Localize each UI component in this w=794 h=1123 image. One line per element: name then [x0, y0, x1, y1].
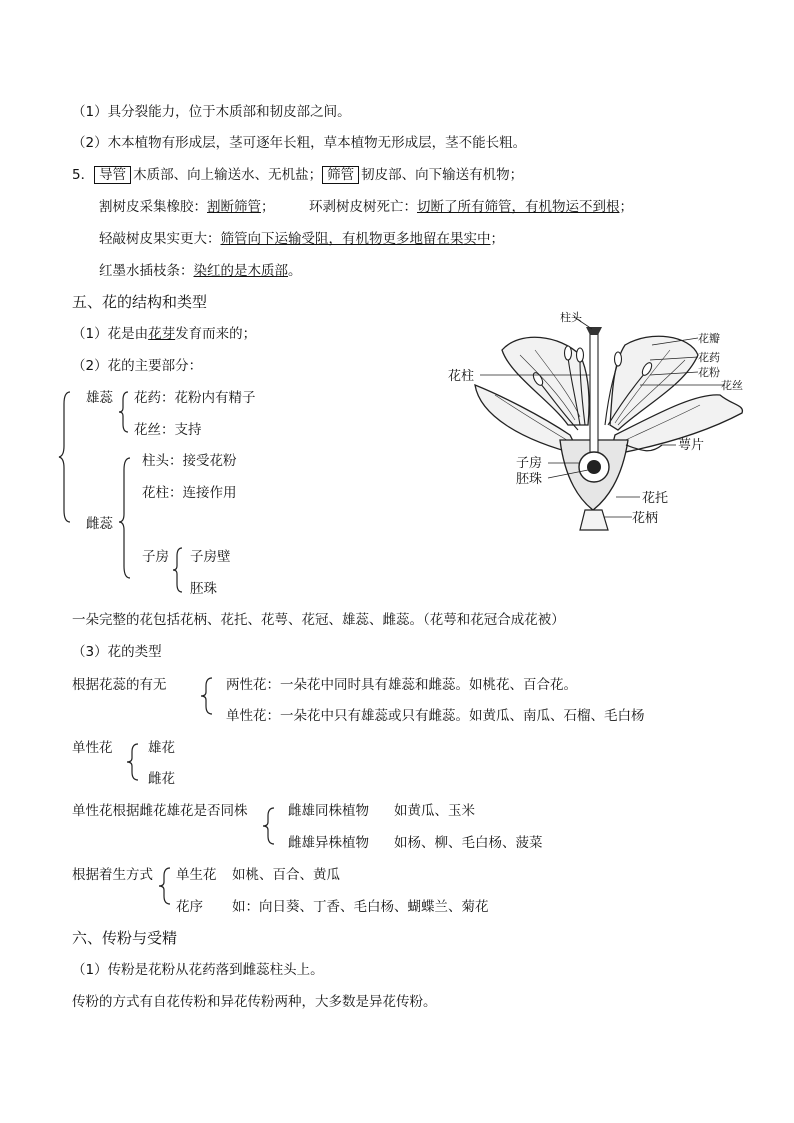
style-illustration	[590, 330, 598, 470]
anther-text: 花药：花粉内有精子	[134, 390, 256, 406]
diagram-label-stigma: 柱头	[560, 311, 582, 324]
diagram-label-ovary: 子房	[516, 456, 543, 471]
example-answer: 筛管向下运输受阻，有机物更多地留在果实中	[220, 231, 491, 247]
origin-text-end: 发育而来的；	[175, 326, 257, 342]
by-stamen-label: 根据花蕊的有无	[72, 677, 167, 693]
item-number: 5．	[72, 167, 95, 183]
example-label: 割树皮采集橡胶：	[99, 199, 207, 215]
example-answer: 染红的是木质部	[193, 263, 288, 279]
ovule-illustration	[587, 460, 601, 474]
flower-types-label: （3）花的类型	[72, 644, 162, 660]
ovule-text: 胚珠	[190, 581, 217, 597]
sieve-tube-box: 筛管	[322, 166, 359, 184]
stigma-text: 柱头：接受花粉	[142, 453, 237, 469]
solitary-example: 如桃、百合、黄瓜	[232, 867, 340, 883]
example-answer: 切断了所有筛管，有机物运不到根	[417, 199, 620, 215]
complete-flower: 一朵完整的花包括花柄、花托、花萼、花冠、雄蕊、雌蕊。（花萼和花冠合成花被）	[72, 612, 565, 628]
female-flower-text: 雌花	[148, 771, 175, 787]
example-tapping	[99, 230, 504, 248]
sieve-tube-desc: 韧皮部、向下输送有机物；	[361, 167, 524, 183]
diagram-label-ovule: 胚珠	[516, 472, 543, 487]
example-punct: ；	[619, 199, 633, 215]
origin-answer: 花芽	[148, 326, 176, 342]
by-stamen-brace	[200, 676, 214, 716]
by-plant-label: 单性花根据雌花雄花是否同株	[72, 803, 248, 819]
example-label: 轻敲树皮果实更大：	[99, 231, 221, 247]
unisex-label: 单性花	[72, 740, 113, 756]
inflorescence-text: 花序	[176, 899, 203, 915]
bisexual-text: 两性花：一朵花中同时具有雄蕊和雌蕊。如桃花、百合花。	[226, 677, 577, 693]
monoecious-text: 雌雄同株植物	[288, 803, 369, 819]
stamen-brace	[118, 390, 130, 435]
diagram-label-anther: 花药	[698, 351, 720, 364]
by-plant-brace	[262, 806, 276, 846]
ovary-brace	[172, 546, 184, 594]
example-answer: 割断筛管	[207, 199, 261, 215]
dioecious-text: 雌雄异株植物	[288, 835, 369, 851]
section-title-pollination: 六、传粉与受精	[72, 929, 178, 947]
pollination-methods: 传粉的方式有自花传粉和异花传粉两种，大多数是异花传粉。	[72, 994, 437, 1010]
inflorescence-example: 如：向日葵、丁香、毛白杨、蝴蝶兰、菊花	[232, 899, 489, 915]
cambium-line-2: （2）木本植物有形成层，茎可逐年长粗，草本植物无形成层，茎不能长粗。	[72, 135, 527, 151]
unisex-brace	[126, 742, 140, 782]
by-growth-label: 根据着生方式	[72, 867, 153, 883]
diagram-label-sepal: 萼片	[678, 438, 705, 453]
pistil-label: 雌蕊	[86, 516, 113, 532]
example-label: 红墨水插枝条：	[99, 263, 194, 279]
main-parts-brace	[58, 390, 72, 525]
vessel-box: 导管	[94, 166, 131, 184]
by-growth-brace	[158, 866, 172, 906]
diagram-label-receptacle: 花托	[642, 491, 669, 506]
ovary-label: 子房	[142, 549, 169, 565]
monoecious-example: 如黄瓜、玉米	[394, 803, 475, 819]
vessel-desc: 木质部、向上输送水、无机盐；	[133, 167, 323, 183]
pollination-def: （1）传粉是花粉从花药落到雌蕊柱头上。	[72, 962, 324, 978]
diagram-label-petal: 花瓣	[698, 332, 720, 345]
origin-text: （1）花是由	[72, 326, 149, 342]
example-red-ink	[99, 262, 302, 280]
diagram-label-style: 花柱	[448, 369, 475, 384]
ovary-wall-text: 子房壁	[190, 549, 231, 565]
filament-text: 花丝：支持	[134, 422, 202, 438]
pistil-brace	[118, 456, 132, 580]
example-rubber	[99, 198, 275, 216]
pedicel-illustration	[580, 510, 608, 530]
stigma-illustration	[586, 327, 602, 335]
stamen-label: 雄蕊	[86, 390, 113, 406]
flower-structure-diagram	[440, 305, 750, 535]
diagram-label-pedicel: 花柄	[632, 511, 659, 526]
cambium-line-1: （1）具分裂能力，位于木质部和韧皮部之间。	[72, 104, 351, 120]
main-parts-label: （2）花的主要部分：	[72, 358, 203, 374]
example-girdling	[309, 198, 633, 216]
dioecious-example: 如杨、柳、毛白杨、菠菜	[394, 835, 543, 851]
example-punct: ；	[261, 199, 275, 215]
example-punct: ；	[490, 231, 504, 247]
vessel-line	[72, 166, 523, 184]
example-label: 环剥树皮树死亡：	[309, 199, 417, 215]
diagram-label-filament: 花丝	[721, 379, 743, 392]
diagram-label-pollen: 花粉	[698, 366, 720, 379]
unisexual-text: 单性花：一朵花中只有雄蕊或只有雌蕊。如黄瓜、南瓜、石榴、毛白杨	[226, 708, 645, 724]
male-flower-text: 雄花	[148, 740, 175, 756]
example-punct: 。	[288, 263, 302, 279]
flower-origin	[72, 325, 256, 343]
section-title-flower: 五、花的结构和类型	[72, 293, 208, 311]
solitary-text: 单生花	[176, 867, 217, 883]
style-text: 花柱：连接作用	[142, 485, 237, 501]
